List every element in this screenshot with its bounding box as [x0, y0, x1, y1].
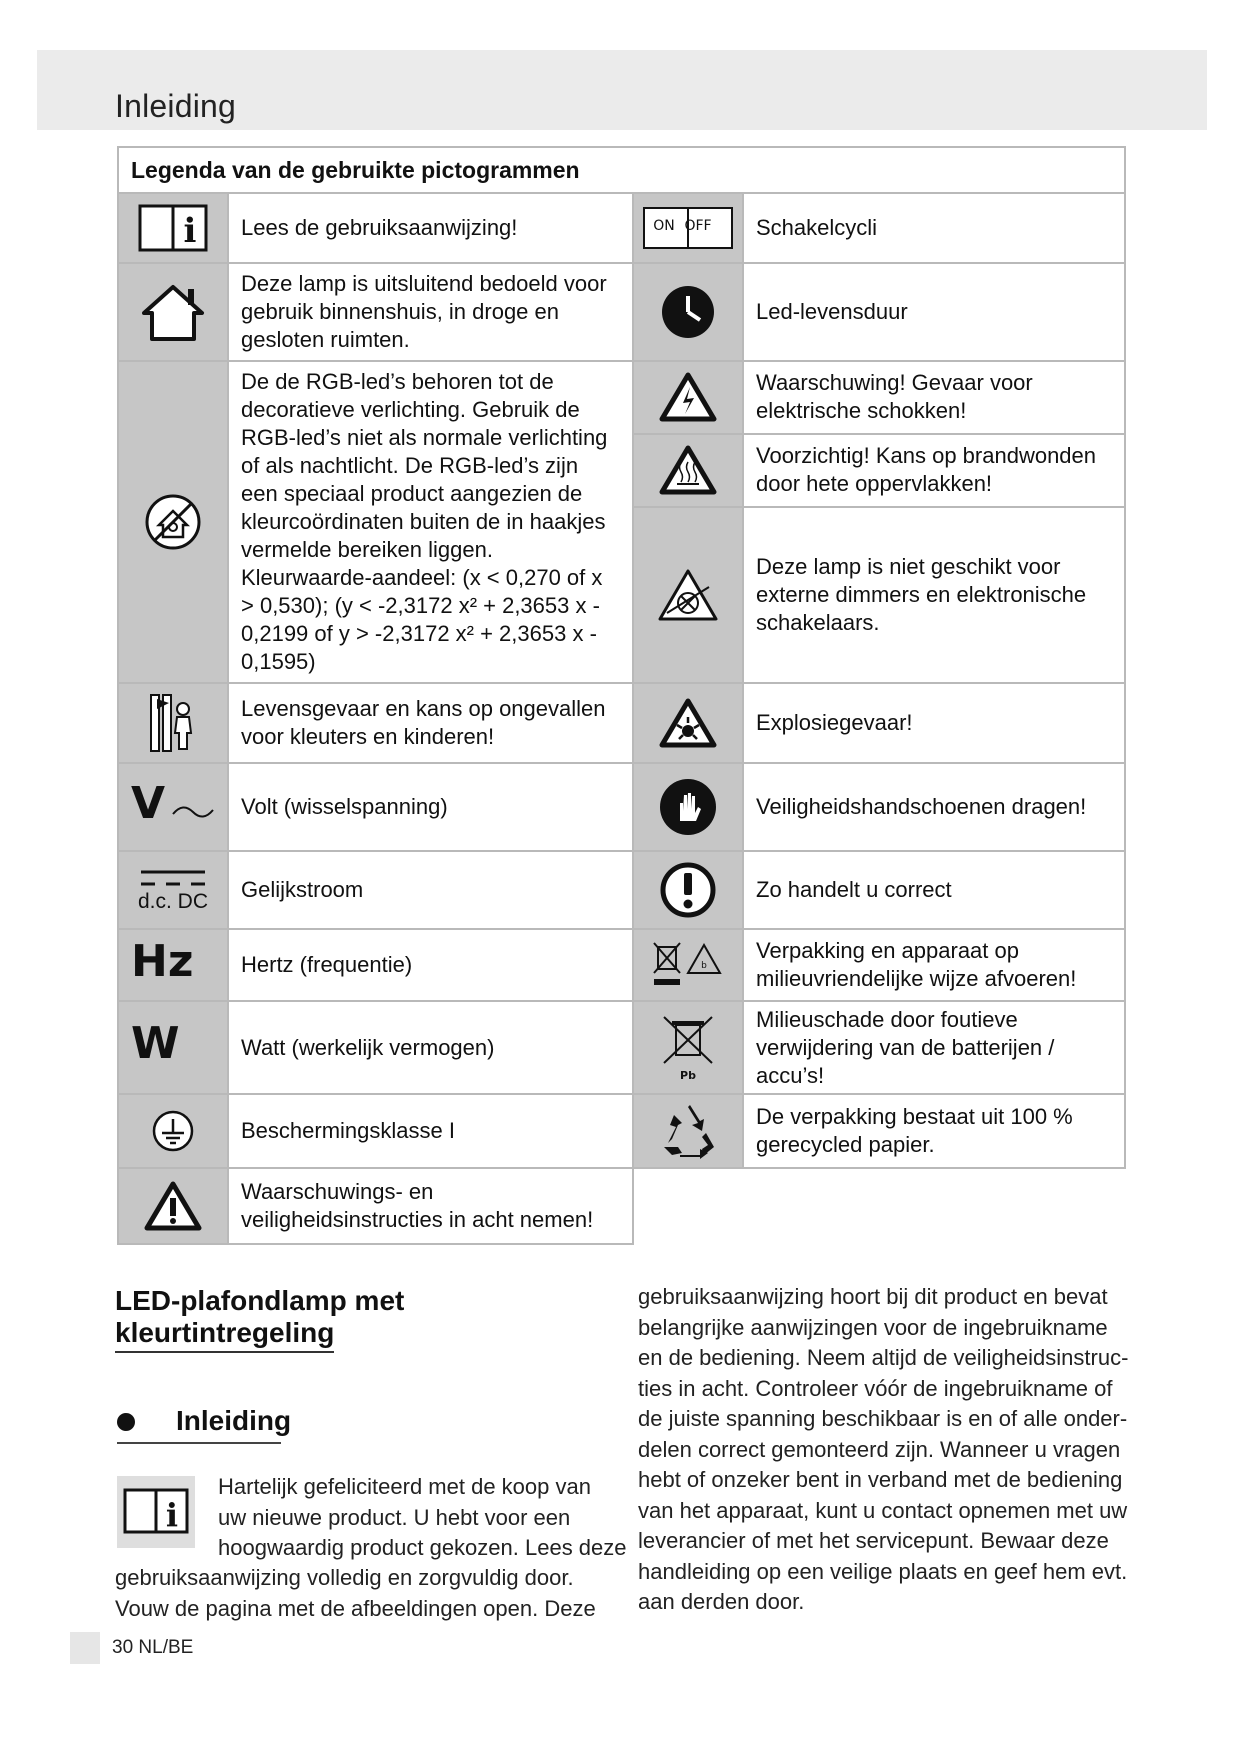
child-danger-icon — [118, 683, 228, 763]
disposal-icon — [633, 929, 743, 1001]
volt-ac-icon — [118, 763, 228, 851]
intro-text-right — [638, 1282, 1128, 1618]
footer-marker — [70, 1632, 100, 1664]
legend-text-recycled: De verpakking bestaat uit 100 % gerecycled papier. — [743, 1094, 1125, 1168]
read-manual-icon — [118, 193, 228, 263]
intro-line: gebruiksaanwijzing hoort bij dit product en bevat — [638, 1284, 1108, 1309]
legend-text-explosion: Explosiegevaar! — [743, 683, 1125, 763]
battery-disposal-icon — [633, 1001, 743, 1094]
intro-line: Vouw de pagina met de afbeeldingen open. Deze — [115, 1595, 596, 1621]
intro-text-rest — [115, 1563, 620, 1624]
gloves-icon — [633, 763, 743, 851]
onoff-icon — [633, 193, 743, 263]
volt-letter: V — [131, 777, 166, 829]
intro-line: Hartelijk gefeliciteerd met de koop van — [218, 1474, 591, 1499]
intro-line: leverancier of met het servicepunt. Bewaar deze — [638, 1528, 1109, 1553]
intro-line: de juiste spanning beschikbaar is en of alle onder- — [638, 1406, 1128, 1431]
intro-line: en de bediening. Neem altijd de veiligheidsinstruc- — [638, 1345, 1129, 1370]
section-subtitle: Inleiding — [176, 1405, 292, 1436]
product-title-line1: LED-plafondlamp met — [115, 1285, 405, 1316]
warning-triangle-icon — [118, 1168, 228, 1244]
legend-text-electric: Waarschuwing! Gevaar voor elektrische schokken! — [743, 361, 1125, 434]
pictogram-legend-table — [117, 146, 1126, 1245]
dc-icon-label: d.c. DC — [137, 890, 208, 913]
electric-shock-icon — [633, 361, 743, 434]
clock-icon — [633, 263, 743, 361]
legend-text-led-life: Led-levensduur — [743, 263, 1125, 361]
no-house-light-icon — [118, 361, 228, 683]
hertz-icon — [118, 929, 228, 1001]
watt-letter: W — [131, 1018, 180, 1069]
legend-text-protection: Beschermingsklasse I — [228, 1094, 633, 1168]
legend-text-dc: Gelijkstroom — [228, 851, 633, 929]
legend-text-children: Levensgevaar en kans op ongevallen voor kleuters en kinderen! — [228, 683, 633, 763]
legend-text-batteries: Milieuschade door foutieve verwijdering van de batterijen / accu’s! — [743, 1001, 1125, 1094]
direct-current-icon — [118, 851, 228, 929]
intro-line: hoogwaardig product gekozen. Lees deze — [218, 1535, 627, 1560]
legend-text-warnings: Waarschuwings- en veiligheidsinstructies in acht nemen! — [228, 1168, 633, 1244]
svg-text:b: b — [701, 961, 707, 971]
svg-text:i: i — [183, 211, 197, 251]
legend-text-read-manual: Lees de gebruiksaanwijzing! — [228, 193, 633, 263]
legend-text-watt: Watt (werkelijk vermogen) — [228, 1001, 633, 1094]
legend-text-volt: Volt (wisselspanning) — [228, 763, 633, 851]
legend-text-gloves: Veiligheidshandschoenen dragen! — [743, 763, 1125, 851]
page-footer — [112, 1637, 193, 1659]
no-dimmer-icon — [633, 507, 743, 683]
product-title — [115, 1285, 404, 1353]
explosion-icon — [633, 683, 743, 763]
legend-text-burn: Voorzichtig! Kans op brandwonden door hete oppervlakken! — [743, 434, 1125, 507]
intro-line: ties in acht. Controleer vóór de ingebruikname of — [638, 1375, 1113, 1401]
subtitle-underline — [117, 1442, 281, 1444]
legend-text-hertz: Hertz (frequentie) — [228, 929, 633, 1001]
product-title-line2: kleurtintregeling — [115, 1317, 334, 1353]
legend-text-switching: Schakelcycli — [743, 193, 1125, 263]
intro-line: handleiding op een veilige plaats en geef hem evt. — [638, 1558, 1128, 1584]
hot-surface-icon — [633, 434, 743, 507]
legend-text-indoor: Deze lamp is uitsluitend bedoeld voor gebruik binnenshuis, in droge en gesloten ruimten. — [228, 263, 633, 361]
recycle-icon — [633, 1094, 743, 1168]
intro-line: aan derden door. — [638, 1589, 805, 1614]
legend-text-dimmer: Deze lamp is niet geschikt voor externe dimmers en elektronische schakelaars. — [743, 507, 1125, 683]
hertz-letters: Hz — [131, 935, 194, 987]
read-manual-icon-small — [117, 1476, 195, 1548]
bullet-icon — [117, 1413, 135, 1431]
intro-line: hebt of onzeker bent in verband met de bediening — [638, 1467, 1123, 1492]
intro-line: gebruiksaanwijzing volledig en zorgvuldig door. — [115, 1565, 574, 1590]
onoff-off-label: OFF — [684, 218, 712, 234]
legend-text-correct: Zo handelt u correct — [743, 851, 1125, 929]
onoff-on-label: ON — [653, 218, 675, 234]
intro-line: uw nieuwe product. U hebt voor een — [218, 1504, 571, 1530]
legend-text-dispose: Verpakking en apparaat op milieuvriendelijke wijze afvoeren! — [743, 929, 1125, 1001]
intro-line: van het apparaat, kunt u contact opnemen met uw — [638, 1497, 1128, 1523]
page-title: Inleiding — [115, 88, 237, 124]
intro-line: belangrijke aanwijzingen voor de ingebruikname — [638, 1314, 1108, 1340]
legend-text-rgb: De de RGB-led’s behoren tot de decoratieve verlichting. Gebruik de RGB-led’s niet als normale verlichting of als nachtlicht. De RGB-led’s zijn een speciaal product aangezien de kleurcoördinaten buiten de in haakjes vermelde bereiken liggen. — [241, 369, 608, 562]
protection-class-icon — [118, 1094, 228, 1168]
svg-text:i: i — [165, 1496, 179, 1534]
legend-title: Legenda van de gebruikte pictogrammen — [118, 147, 1125, 193]
watt-icon — [118, 1001, 228, 1094]
intro-text-first — [218, 1472, 627, 1564]
page-language: NL/BE — [138, 1637, 194, 1658]
page-number: 30 — [112, 1637, 134, 1658]
legend-text-rgb-formula: Kleurwaarde-aandeel: (x < 0,270 of x > 0,530); (y < -2,3172 x² + 2,3653 x - 0,2199 of y > -2,3172 x² + 2,3653 x - 0,1595) — [241, 565, 603, 674]
intro-line: delen correct gemonteerd zijn. Wanneer u vragen — [638, 1436, 1121, 1462]
house-icon — [118, 263, 228, 361]
exclamation-circle-icon — [633, 851, 743, 929]
battery-pb-label: Pb — [680, 1068, 696, 1082]
